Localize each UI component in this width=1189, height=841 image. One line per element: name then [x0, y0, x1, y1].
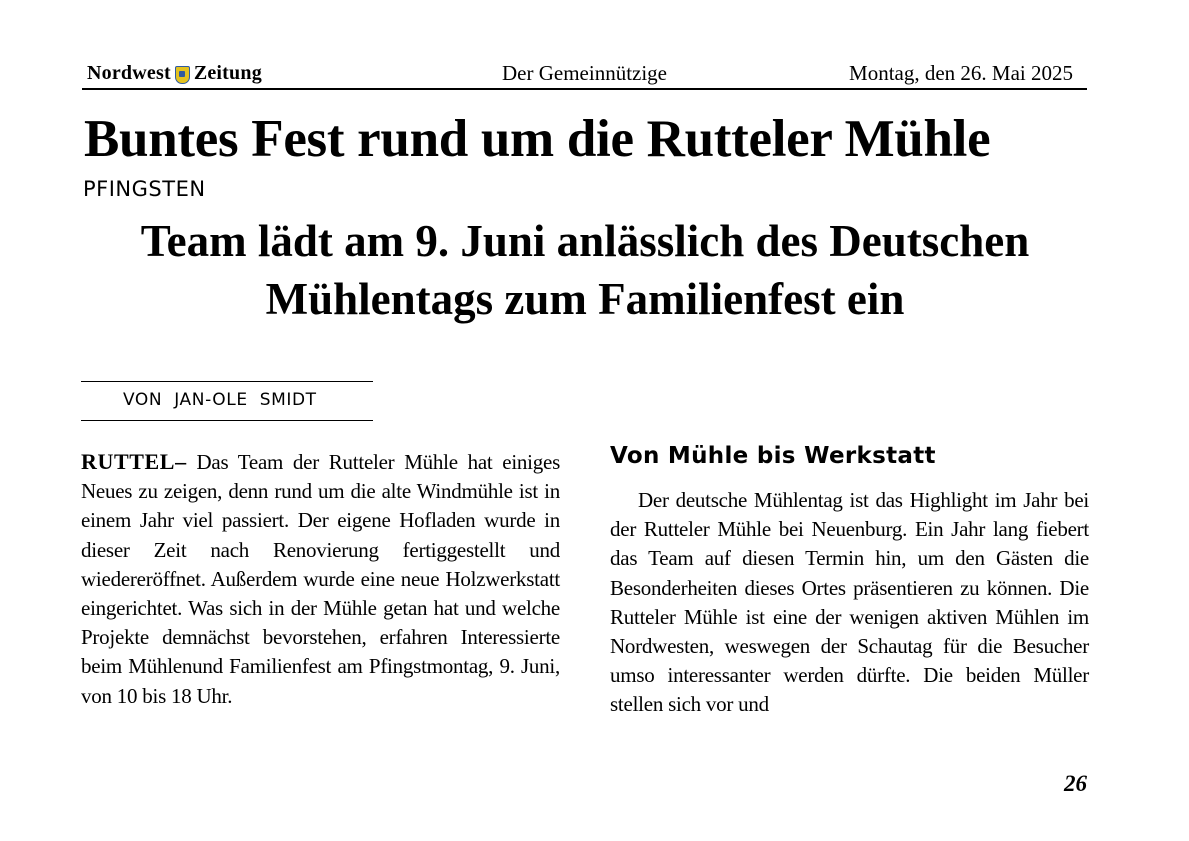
masthead	[82, 58, 1087, 90]
byline	[81, 381, 373, 421]
newspaper-name-part1: Nordwest	[87, 62, 171, 84]
page-number: 26	[1064, 771, 1087, 796]
lead-text: Das Team der Rutteler Mühle hat einiges Neues zu zeigen, denn rund um die alte Windmühle ist in einem Jahr viel passiert. Der eigene Hofladen wurde in dieser Zeit nach Renovierung fertiggestellt und wiedereröffnet. Außerdem wurde eine neue Holzwerkstatt eingerichtet. Was sich in der Mühle getan hat und welche Projekte demnächst bevorstehen, erfahren Interessierte beim Mühlenund Familienfest am Pfingstmontag, 9. Juni, von 10 bis 18 Uhr.	[81, 450, 561, 708]
byline-text: VON JAN-OLE SMIDT	[123, 390, 317, 410]
dateline: RUTTEL–	[81, 449, 187, 474]
headline: Buntes Fest rund um die Rutteler Mühle	[84, 110, 991, 168]
lead-paragraph	[81, 447, 560, 711]
crosshead: Von Mühle bis Werkstatt	[610, 443, 936, 469]
section-name: Der Gemeinnützige	[501, 61, 668, 85]
subheadline: Team lädt am 9. Juni anlässlich des Deutschen Mühlentags zum Familienfest ein	[140, 216, 1030, 324]
kicker: PFINGSTEN	[83, 177, 206, 201]
newspaper-name-part2: Zeitung	[193, 62, 262, 84]
body-paragraph: Der deutsche Mühlentag ist das Highlight im Jahr bei der Rutteler Mühle bei Neuenburg. Ein Jahr lang fiebert das Team auf diesen Termin hin, um den Gästen die Besonderheiten dieses Ortes präsentieren zu können. Die Rutteler Mühle ist eine der wenigen aktiven Mühlen im Nordwesten, weswegen der Schautag für die Besucher umso interessanter werden dürfte. Die beiden Müller stellen sich vor und	[610, 488, 1089, 717]
issue-date: Montag, den 26. Mai 2025	[849, 61, 1073, 85]
